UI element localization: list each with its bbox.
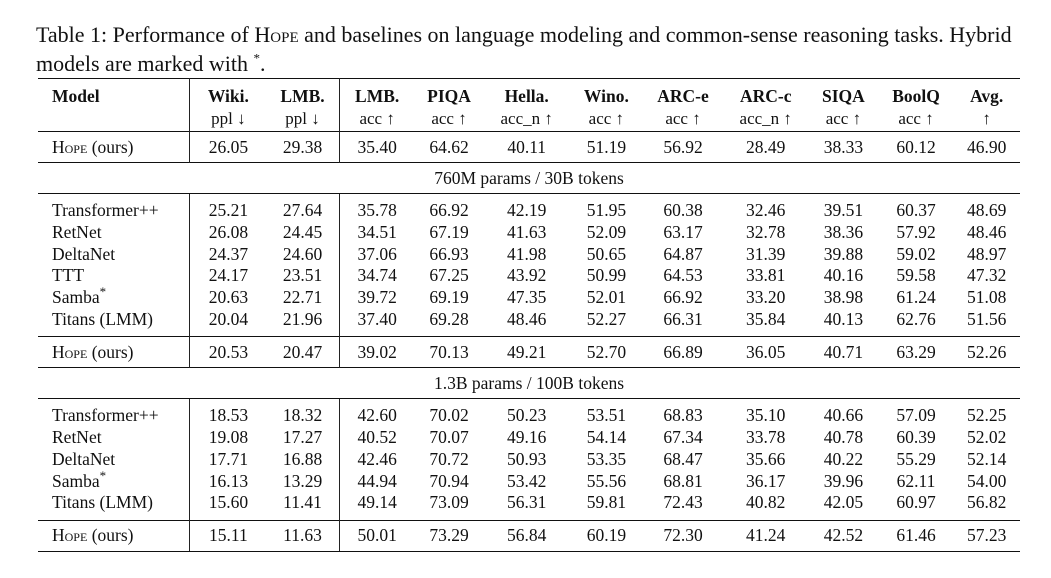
model-name-text: RetNet	[52, 222, 102, 243]
header-column-metric: acc ↑	[825, 109, 862, 128]
table-cell: 67.25	[429, 265, 469, 286]
table-cell: 26.08	[208, 222, 249, 243]
table-cell: 57.09	[896, 405, 936, 426]
table-cell: 51.95	[586, 200, 627, 221]
table-cell: 33.20	[746, 287, 786, 308]
header-column-metric: acc ↑	[359, 109, 395, 128]
table-cell: 60.19	[570, 520, 643, 551]
section-header-row	[38, 368, 1020, 399]
table-cell: 52.70	[570, 337, 643, 368]
table-cell: 52.26	[953, 337, 1020, 368]
model-name-suffix: (ours)	[87, 341, 134, 362]
table-cell: 41.63	[507, 222, 547, 243]
table-caption	[36, 20, 1036, 78]
header-column-name: Wino.	[570, 79, 643, 108]
model-name-hope: Hope	[52, 341, 88, 362]
table-cell: 27.64	[266, 194, 339, 222]
table-cell: 42.19	[507, 200, 547, 221]
model-name-text: Transformer++	[52, 200, 159, 221]
header-column-metric: ppl ↓	[211, 109, 246, 128]
table-row	[38, 194, 1020, 222]
table-cell: 69.28	[429, 308, 469, 329]
table-cell: 52.27	[586, 308, 627, 329]
model-name	[38, 492, 190, 520]
model-name	[38, 194, 190, 222]
caption-star: *	[253, 50, 260, 66]
table-cell: 56.92	[643, 132, 724, 163]
table-cell: 53.42	[507, 470, 547, 491]
table-cell: 60.39	[896, 427, 936, 448]
caption-prefix: Table 1: Performance of	[36, 22, 255, 47]
table-cell: 17.71	[208, 448, 249, 469]
table-cell: 47.32	[966, 265, 1007, 286]
table-cell: 22.71	[266, 287, 339, 309]
model-name-suffix: (ours)	[87, 525, 134, 546]
caption-middle: and baselines on language modeling and common-sense reasoning tasks. Hybrid models are marked with	[36, 22, 1012, 76]
header-column-name: LMB.	[339, 79, 415, 108]
table-cell: 39.96	[823, 470, 864, 491]
table-cell: 64.62	[415, 132, 484, 163]
table-cell: 18.32	[266, 399, 339, 427]
table-cell: 57.23	[953, 520, 1020, 551]
model-name	[38, 427, 190, 449]
table-cell: 59.58	[896, 265, 936, 286]
table-cell: 72.30	[643, 520, 724, 551]
header-column-name: Wiki.	[190, 79, 267, 108]
table-cell: 40.13	[823, 308, 864, 329]
table-cell: 52.09	[586, 222, 627, 243]
model-name-text: Samba	[52, 287, 100, 308]
table-cell: 40.11	[483, 132, 570, 163]
header-column-name: ARC-e	[643, 79, 724, 108]
table-cell: 52.02	[966, 427, 1007, 448]
table-cell: 67.34	[663, 427, 703, 448]
table-cell: 49.16	[507, 427, 547, 448]
table-cell: 49.21	[483, 337, 570, 368]
model-name-text: Samba	[52, 470, 100, 491]
model-name-text: DeltaNet	[52, 243, 116, 264]
table-cell: 16.13	[208, 470, 249, 491]
table-row	[38, 287, 1020, 309]
table-cell: 68.83	[663, 405, 703, 426]
hope-row	[38, 132, 1020, 163]
table-cell: 52.14	[966, 448, 1007, 469]
table-cell: 53.35	[586, 448, 627, 469]
header-column-name: Avg.	[953, 79, 1020, 108]
table-cell: 48.97	[966, 243, 1007, 264]
table-row	[38, 308, 1020, 336]
table-cell: 70.07	[429, 427, 469, 448]
table-row	[38, 492, 1020, 520]
table-cell: 35.84	[746, 308, 786, 329]
table-cell: 42.60	[357, 405, 397, 426]
table-cell: 64.53	[663, 265, 703, 286]
table-cell: 13.29	[266, 470, 339, 492]
table-cell: 68.47	[663, 448, 703, 469]
table-cell: 69.19	[429, 287, 469, 308]
table-cell: 36.17	[746, 470, 786, 491]
table-cell: 11.41	[266, 492, 339, 520]
header-column-name: ARC-c	[723, 79, 808, 108]
table-cell: 40.66	[823, 405, 864, 426]
model-name	[38, 449, 190, 471]
table-cell: 23.51	[266, 265, 339, 287]
table-cell: 70.72	[429, 448, 469, 469]
table-cell: 38.98	[823, 287, 864, 308]
header-column-metric: acc_n ↑	[739, 109, 792, 128]
table-cell: 61.24	[896, 287, 936, 308]
model-name	[38, 265, 190, 287]
table-cell: 55.29	[896, 448, 936, 469]
caption-end: .	[260, 51, 266, 76]
table-cell: 49.14	[357, 492, 397, 513]
table-cell: 21.96	[266, 308, 339, 336]
table-cell: 42.05	[823, 492, 864, 513]
table-cell: 60.97	[896, 492, 936, 513]
table-cell: 56.84	[483, 520, 570, 551]
table-cell: 46.90	[953, 132, 1020, 163]
table-cell: 42.46	[357, 448, 397, 469]
table-cell: 33.78	[746, 427, 786, 448]
table-cell: 40.22	[823, 448, 864, 469]
table-row	[38, 243, 1020, 265]
table-cell: 38.36	[823, 222, 864, 243]
table-cell: 52.01	[586, 287, 627, 308]
table-cell: 47.35	[507, 287, 547, 308]
table-cell: 53.51	[586, 405, 627, 426]
table-cell: 35.40	[339, 132, 415, 163]
model-name-text: Titans (LMM)	[52, 492, 153, 513]
model-name	[38, 284, 190, 309]
table-row	[38, 399, 1020, 427]
model-name-text: Transformer++	[52, 405, 159, 426]
model-name-text: RetNet	[52, 427, 102, 448]
header-row	[38, 79, 1020, 108]
table-cell: 41.98	[507, 243, 547, 264]
table-cell: 63.17	[663, 222, 703, 243]
table-cell: 50.93	[507, 448, 547, 469]
table-cell: 24.17	[208, 265, 249, 286]
header-subrow	[38, 107, 1020, 132]
table-cell: 35.66	[746, 448, 786, 469]
table-cell: 20.04	[208, 308, 249, 329]
table-cell: 60.37	[896, 200, 936, 221]
table-cell: 15.60	[208, 492, 249, 513]
header-column-name: Hella.	[483, 79, 570, 108]
table-cell: 26.05	[190, 132, 267, 163]
table-cell: 66.31	[663, 308, 703, 329]
table-row	[38, 265, 1020, 287]
table-cell: 51.19	[570, 132, 643, 163]
header-column-name: PIQA	[415, 79, 484, 108]
table-cell: 50.99	[586, 265, 627, 286]
results-table	[38, 78, 1020, 552]
table-cell: 63.29	[879, 337, 954, 368]
header-column-name: BoolQ	[879, 79, 954, 108]
model-name	[38, 222, 190, 244]
table-cell: 61.46	[879, 520, 954, 551]
table-cell: 34.74	[357, 265, 397, 286]
model-name-text: DeltaNet	[52, 448, 116, 469]
model-name	[38, 243, 190, 265]
header-column-metric: acc_n ↑	[500, 109, 553, 128]
header-column-metric: ppl ↓	[266, 107, 339, 132]
table-cell: 39.88	[823, 243, 864, 264]
table-cell: 40.52	[357, 427, 397, 448]
table-cell: 41.24	[723, 520, 808, 551]
table-cell: 25.21	[208, 200, 249, 221]
table-cell: 20.47	[266, 337, 339, 368]
table-cell: 56.31	[507, 492, 547, 513]
table-cell: 51.08	[966, 287, 1007, 308]
table-cell: 36.05	[723, 337, 808, 368]
model-name	[38, 337, 190, 368]
hope-row	[38, 337, 1020, 368]
table-cell: 54.14	[586, 427, 627, 448]
table-cell: 39.02	[339, 337, 415, 368]
table-cell: 44.94	[357, 470, 397, 491]
table-cell: 35.78	[357, 200, 397, 221]
table-cell: 55.56	[586, 470, 627, 491]
table-cell: 51.56	[966, 308, 1007, 329]
table-cell: 39.72	[357, 287, 397, 308]
table-cell: 59.81	[586, 492, 627, 513]
header-column-metric: acc ↑	[588, 109, 625, 128]
table-cell: 52.25	[966, 405, 1007, 426]
table-cell: 73.09	[429, 492, 469, 513]
section-title: 760M params / 30B tokens	[38, 163, 1020, 194]
table-row	[38, 427, 1020, 449]
header-column-name: LMB.	[266, 79, 339, 108]
table-cell: 40.71	[808, 337, 879, 368]
table-cell: 40.16	[823, 265, 864, 286]
table-cell: 66.92	[663, 287, 703, 308]
table-cell: 50.65	[586, 243, 627, 264]
table-cell: 68.81	[663, 470, 703, 491]
table-cell: 73.29	[415, 520, 484, 551]
section-title: 1.3B params / 100B tokens	[38, 368, 1020, 399]
model-name	[38, 520, 190, 551]
table-cell: 62.11	[896, 470, 936, 491]
table-cell: 60.12	[879, 132, 954, 163]
table-cell: 16.88	[266, 449, 339, 471]
table-cell: 17.27	[266, 427, 339, 449]
table-cell: 62.76	[896, 308, 936, 329]
table-cell: 37.40	[357, 308, 397, 329]
header-model-blank	[38, 107, 190, 132]
model-name	[38, 308, 190, 336]
table-cell: 39.51	[823, 200, 864, 221]
table-row	[38, 449, 1020, 471]
table-cell: 40.82	[746, 492, 786, 513]
table-cell: 33.81	[746, 265, 786, 286]
table-cell: 56.82	[966, 492, 1007, 513]
table-cell: 70.13	[415, 337, 484, 368]
table-cell: 29.38	[266, 132, 339, 163]
table-cell: 40.78	[823, 427, 864, 448]
table-cell: 37.06	[357, 243, 397, 264]
hybrid-marker: *	[99, 284, 107, 300]
table-cell: 42.52	[808, 520, 879, 551]
table-row	[38, 470, 1020, 492]
table-cell: 48.46	[966, 222, 1007, 243]
table-cell: 28.49	[723, 132, 808, 163]
table-cell: 48.46	[507, 308, 547, 329]
table-cell: 24.37	[208, 243, 249, 264]
table-cell: 54.00	[966, 470, 1007, 491]
header-column-metric: ↑	[982, 109, 991, 128]
header-column-metric: acc ↑	[665, 109, 701, 128]
table-cell: 66.92	[429, 200, 469, 221]
table-cell: 59.02	[896, 243, 936, 264]
table-cell: 67.19	[429, 222, 469, 243]
table-cell: 18.53	[208, 405, 249, 426]
hope-row	[38, 520, 1020, 551]
header-model: Model	[38, 79, 190, 108]
table-cell: 64.87	[663, 243, 703, 264]
table-cell: 70.02	[429, 405, 469, 426]
header-column-metric: acc ↑	[431, 109, 467, 128]
table-cell: 32.78	[746, 222, 786, 243]
table-cell: 57.92	[896, 222, 936, 243]
table-cell: 15.11	[190, 520, 267, 551]
section-header-row	[38, 163, 1020, 194]
caption-hope: Hope	[254, 22, 299, 47]
table-cell: 50.23	[507, 405, 547, 426]
table-cell: 20.53	[190, 337, 267, 368]
model-name-suffix: (ours)	[87, 136, 134, 157]
table-cell: 43.92	[507, 265, 547, 286]
table-cell: 24.60	[266, 243, 339, 265]
table-row	[38, 222, 1020, 244]
table-cell: 19.08	[208, 427, 249, 448]
table-cell: 31.39	[746, 243, 786, 264]
model-name	[38, 399, 190, 427]
model-name-hope: Hope	[52, 525, 88, 546]
table-cell: 70.94	[429, 470, 469, 491]
table-cell: 60.38	[663, 200, 703, 221]
table-cell: 48.69	[966, 200, 1007, 221]
table-cell: 50.01	[339, 520, 415, 551]
table-cell: 34.51	[357, 222, 397, 243]
header-column-name: SIQA	[808, 79, 879, 108]
table-cell: 66.93	[429, 243, 469, 264]
hybrid-marker: *	[99, 467, 107, 483]
table-cell: 66.89	[643, 337, 724, 368]
table-cell: 20.63	[208, 287, 249, 308]
header-column-metric: acc ↑	[898, 109, 934, 128]
table-cell: 24.45	[266, 222, 339, 244]
model-name	[38, 132, 190, 163]
model-name-hope: Hope	[52, 136, 88, 157]
table-cell: 72.43	[663, 492, 703, 513]
model-name-text: Titans (LMM)	[52, 308, 153, 329]
model-name	[38, 467, 190, 492]
table-cell: 35.10	[746, 405, 786, 426]
table-cell: 11.63	[266, 520, 339, 551]
model-name-text: TTT	[52, 265, 85, 286]
table-cell: 32.46	[746, 200, 786, 221]
table-cell: 38.33	[808, 132, 879, 163]
